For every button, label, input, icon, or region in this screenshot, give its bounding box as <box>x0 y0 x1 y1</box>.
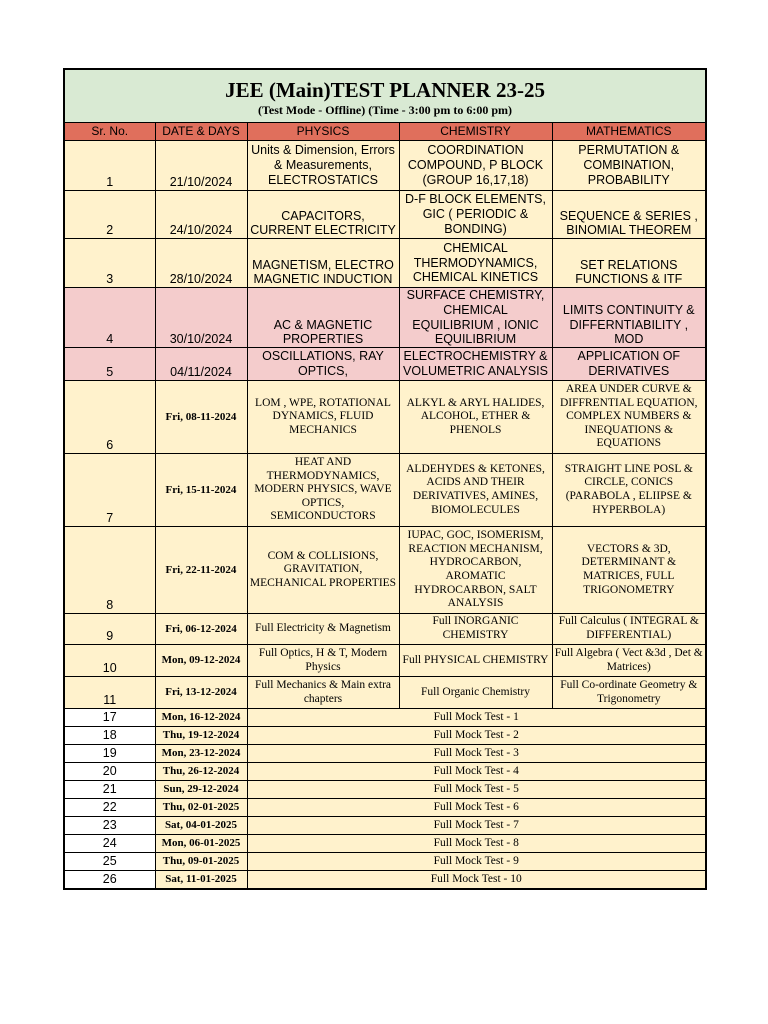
date-cell: 24/10/2024 <box>155 191 247 239</box>
sr-no-cell: 1 <box>64 141 155 191</box>
table-row <box>64 239 706 288</box>
mathematics-cell: Full Algebra ( Vect &3d , Det & Matrices) <box>552 645 706 677</box>
sr-no-cell: 25 <box>64 853 155 871</box>
date-cell: Mon, 09-12-2024 <box>155 645 247 677</box>
sr-no-cell: 26 <box>64 871 155 890</box>
date-cell: Thu, 02-01-2025 <box>155 799 247 817</box>
mock-test-cell: Full Mock Test - 1 <box>247 709 706 727</box>
physics-cell: CAPACITORS, CURRENT ELECTRICITY <box>247 191 399 239</box>
date-cell: Mon, 06-01-2025 <box>155 835 247 853</box>
mock-test-cell: Full Mock Test - 3 <box>247 745 706 763</box>
header-sr-no: Sr. No. <box>64 123 155 141</box>
mock-test-row <box>64 871 706 890</box>
sr-no-cell: 24 <box>64 835 155 853</box>
mathematics-cell: SEQUENCE & SERIES , BINOMIAL THEOREM <box>552 191 706 239</box>
physics-cell: OSCILLATIONS, RAY OPTICS, <box>247 348 399 381</box>
date-cell: Fri, 13-12-2024 <box>155 677 247 709</box>
chemistry-cell: ALDEHYDES & KETONES, ACIDS AND THEIR DERIVATIVES, AMINES, BIOMOLECULES <box>399 454 552 527</box>
mathematics-cell: VECTORS & 3D, DETERMINANT & MATRICES, FULL TRIGONOMETRY <box>552 527 706 614</box>
date-cell: Mon, 16-12-2024 <box>155 709 247 727</box>
sr-no-cell: 23 <box>64 817 155 835</box>
physics-cell: Full Mechanics & Main extra chapters <box>247 677 399 709</box>
chemistry-cell: COORDINATION COMPOUND, P BLOCK (GROUP 16,17,18) <box>399 141 552 191</box>
date-cell: Thu, 26-12-2024 <box>155 763 247 781</box>
mock-test-row <box>64 835 706 853</box>
physics-cell: LOM , WPE, ROTATIONAL DYNAMICS, FLUID MECHANICS <box>247 381 399 454</box>
physics-cell: AC & MAGNETIC PROPERTIES <box>247 288 399 348</box>
mock-test-row <box>64 853 706 871</box>
mock-test-row <box>64 745 706 763</box>
table-row <box>64 348 706 381</box>
sr-no-cell: 22 <box>64 799 155 817</box>
table-row <box>64 288 706 348</box>
header-physics: PHYSICS <box>247 123 399 141</box>
sr-no-cell: 19 <box>64 745 155 763</box>
physics-cell: Units & Dimension, Errors & Measurements, ELECTROSTATICS <box>247 141 399 191</box>
mock-test-cell: Full Mock Test - 4 <box>247 763 706 781</box>
sr-no-cell: 8 <box>64 527 155 614</box>
mock-test-cell: Full Mock Test - 10 <box>247 871 706 890</box>
date-cell: Sat, 11-01-2025 <box>155 871 247 890</box>
table-row <box>64 527 706 614</box>
header-chemistry: CHEMISTRY <box>399 123 552 141</box>
date-cell: 30/10/2024 <box>155 288 247 348</box>
date-cell: Thu, 09-01-2025 <box>155 853 247 871</box>
physics-cell: Full Electricity & Magnetism <box>247 614 399 645</box>
sr-no-cell: 4 <box>64 288 155 348</box>
mathematics-cell: APPLICATION OF DERIVATIVES <box>552 348 706 381</box>
date-cell: Fri, 06-12-2024 <box>155 614 247 645</box>
mathematics-cell: Full Calculus ( INTEGRAL & DIFFERENTIAL) <box>552 614 706 645</box>
sr-no-cell: 18 <box>64 727 155 745</box>
mathematics-cell: Full Co-ordinate Geometry & Trigonometry <box>552 677 706 709</box>
table-row <box>64 141 706 191</box>
mock-test-cell: Full Mock Test - 5 <box>247 781 706 799</box>
table-row <box>64 191 706 239</box>
sr-no-cell: 9 <box>64 614 155 645</box>
physics-cell: MAGNETISM, ELECTRO MAGNETIC INDUCTION <box>247 239 399 288</box>
sr-no-cell: 11 <box>64 677 155 709</box>
date-cell: 04/11/2024 <box>155 348 247 381</box>
table-row <box>64 677 706 709</box>
chemistry-cell: D-F BLOCK ELEMENTS, GIC ( PERIODIC & BONDING) <box>399 191 552 239</box>
mock-test-row <box>64 817 706 835</box>
mock-test-row <box>64 709 706 727</box>
physics-cell: HEAT AND THERMODYNAMICS, MODERN PHYSICS, WAVE OPTICS, SEMICONDUCTORS <box>247 454 399 527</box>
mock-test-cell: Full Mock Test - 6 <box>247 799 706 817</box>
date-cell: Mon, 23-12-2024 <box>155 745 247 763</box>
chemistry-cell: CHEMICAL THERMODYNAMICS, CHEMICAL KINETICS <box>399 239 552 288</box>
mock-test-row <box>64 781 706 799</box>
mock-test-row <box>64 799 706 817</box>
table-row <box>64 381 706 454</box>
header-date-days: DATE & DAYS <box>155 123 247 141</box>
test-planner-table <box>63 68 707 890</box>
mathematics-cell: LIMITS CONTINUITY & DIFFERNTIABILITY , MOD <box>552 288 706 348</box>
chemistry-cell: ALKYL & ARYL HALIDES, ALCOHOL, ETHER & PHENOLS <box>399 381 552 454</box>
table-row <box>64 454 706 527</box>
sr-no-cell: 10 <box>64 645 155 677</box>
mock-test-cell: Full Mock Test - 7 <box>247 817 706 835</box>
physics-cell: Full Optics, H & T, Modern Physics <box>247 645 399 677</box>
physics-cell: COM & COLLISIONS, GRAVITATION, MECHANICAL PROPERTIES <box>247 527 399 614</box>
sr-no-cell: 21 <box>64 781 155 799</box>
mock-test-row <box>64 763 706 781</box>
sr-no-cell: 3 <box>64 239 155 288</box>
mathematics-cell: SET RELATIONS FUNCTIONS & ITF <box>552 239 706 288</box>
date-cell: Sun, 29-12-2024 <box>155 781 247 799</box>
sr-no-cell: 7 <box>64 454 155 527</box>
chemistry-cell: Full INORGANIC CHEMISTRY <box>399 614 552 645</box>
date-cell: Thu, 19-12-2024 <box>155 727 247 745</box>
chemistry-cell: IUPAC, GOC, ISOMERISM, REACTION MECHANISM, HYDROCARBON, AROMATIC HYDROCARBON, SALT ANALYSIS <box>399 527 552 614</box>
chemistry-cell: SURFACE CHEMISTRY, CHEMICAL EQUILIBRIUM , IONIC EQUILIBRIUM <box>399 288 552 348</box>
mock-test-cell: Full Mock Test - 9 <box>247 853 706 871</box>
page-title: JEE (Main)TEST PLANNER 23-25 <box>225 77 545 102</box>
sr-no-cell: 20 <box>64 763 155 781</box>
sr-no-cell: 17 <box>64 709 155 727</box>
mock-test-row <box>64 727 706 745</box>
mathematics-cell: PERMUTATION & COMBINATION, PROBABILITY <box>552 141 706 191</box>
date-cell: Fri, 22-11-2024 <box>155 527 247 614</box>
page-subtitle: (Test Mode - Offline) (Time - 3:00 pm to 6:00 pm) <box>258 103 512 118</box>
title-cell <box>64 69 706 123</box>
header-mathematics: MATHEMATICS <box>552 123 706 141</box>
mathematics-cell: AREA UNDER CURVE & DIFFRENTIAL EQUATION, COMPLEX NUMBERS & INEQUATIONS & EQUATIONS <box>552 381 706 454</box>
chemistry-cell: Full PHYSICAL CHEMISTRY <box>399 645 552 677</box>
sr-no-cell: 5 <box>64 348 155 381</box>
date-cell: Fri, 15-11-2024 <box>155 454 247 527</box>
date-cell: Fri, 08-11-2024 <box>155 381 247 454</box>
chemistry-cell: ELECTROCHEMISTRY & VOLUMETRIC ANALYSIS <box>399 348 552 381</box>
header-row <box>64 123 706 141</box>
date-cell: 28/10/2024 <box>155 239 247 288</box>
mock-test-cell: Full Mock Test - 2 <box>247 727 706 745</box>
table-row <box>64 614 706 645</box>
mathematics-cell: STRAIGHT LINE POSL & CIRCLE, CONICS (PARABOLA , ELIIPSE & HYPERBOLA) <box>552 454 706 527</box>
table-row <box>64 645 706 677</box>
chemistry-cell: Full Organic Chemistry <box>399 677 552 709</box>
mock-test-cell: Full Mock Test - 8 <box>247 835 706 853</box>
date-cell: 21/10/2024 <box>155 141 247 191</box>
sr-no-cell: 6 <box>64 381 155 454</box>
sr-no-cell: 2 <box>64 191 155 239</box>
date-cell: Sat, 04-01-2025 <box>155 817 247 835</box>
